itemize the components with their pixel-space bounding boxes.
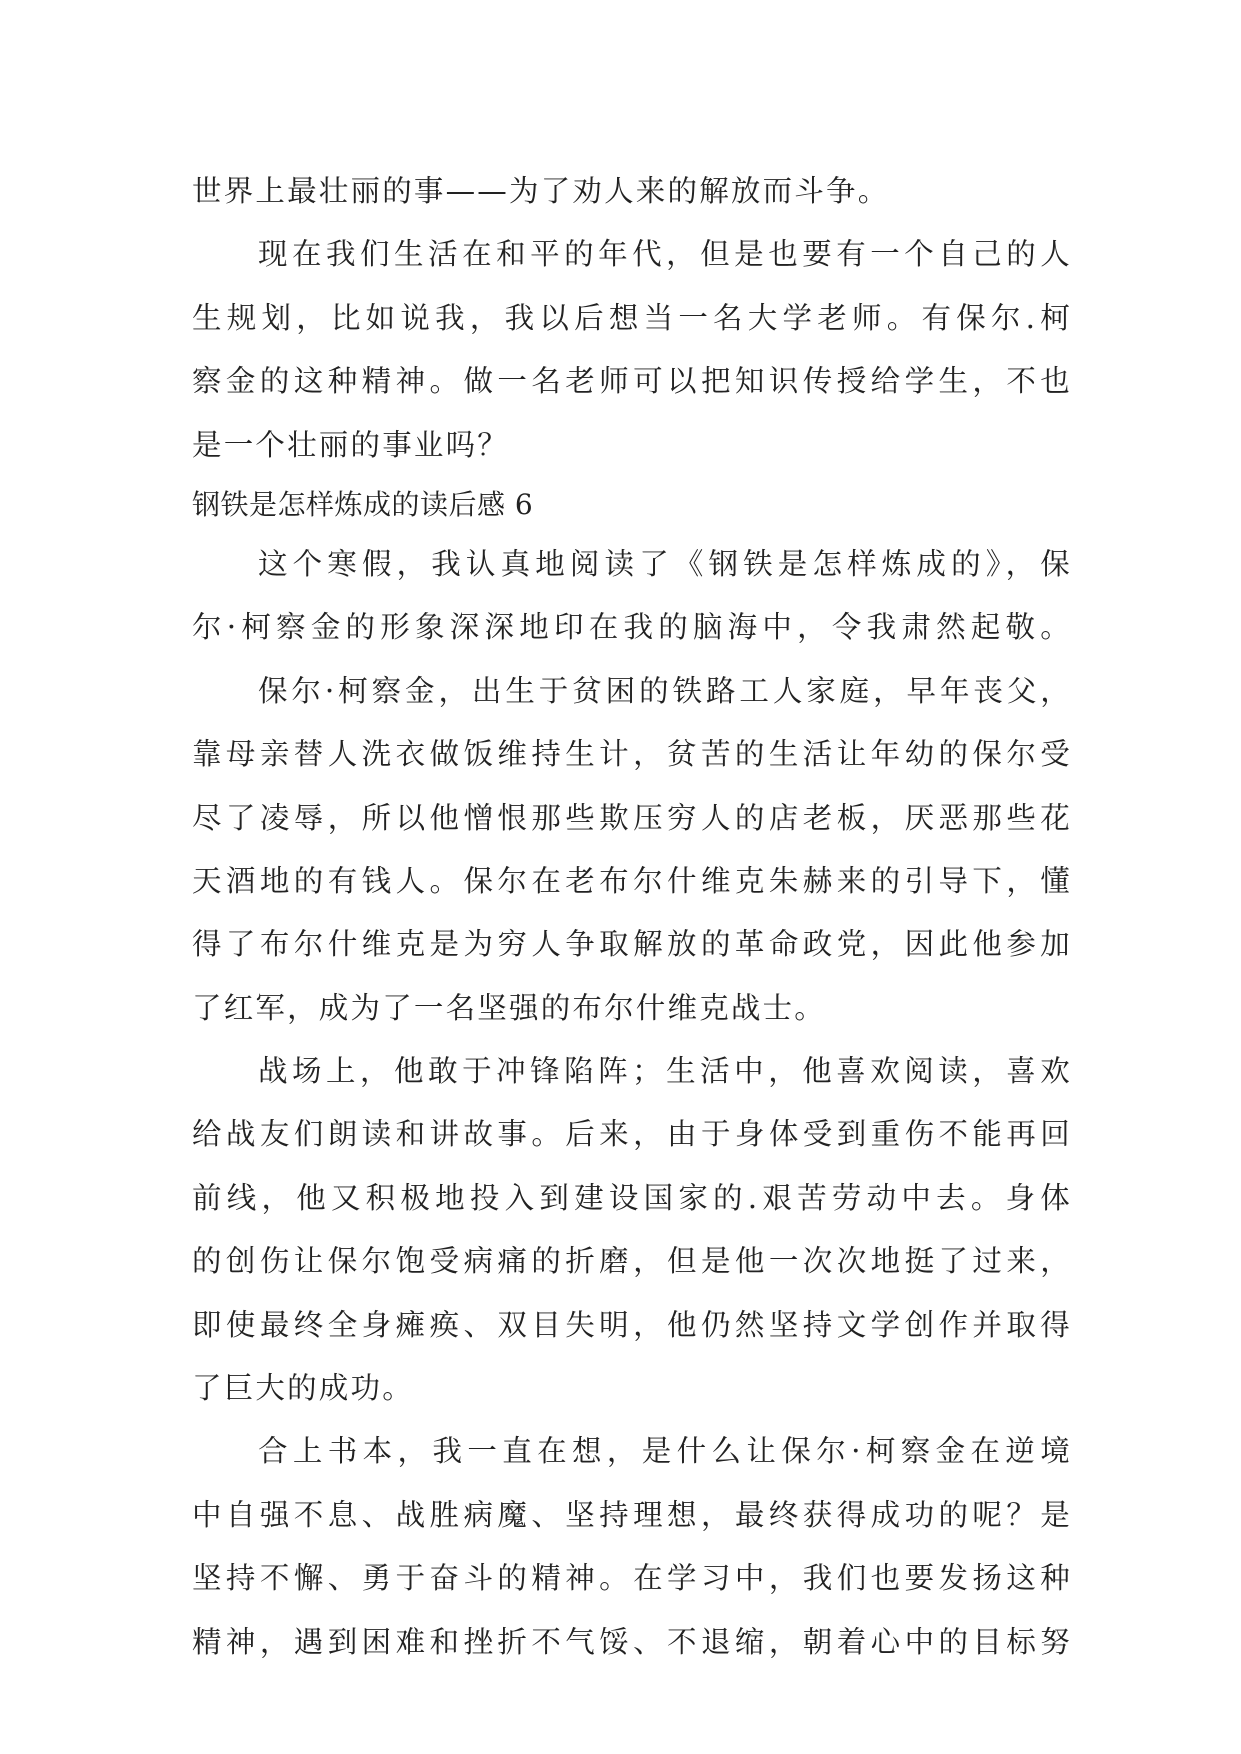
paragraph-line: 保尔·柯察金，出生于贫困的铁路工人家庭，早年丧父， xyxy=(258,673,1072,708)
paragraph-line: 了红军，成为了一名坚强的布尔什维克战士。 xyxy=(192,990,827,1025)
paragraph-line: 察金的这种精神。做一名老师可以把知识传授给学生，不也 xyxy=(192,364,1072,399)
paragraph-line: 合上书本，我一直在想，是什么让保尔·柯察金在逆境 xyxy=(258,1434,1072,1469)
paragraph-line: 了巨大的成功。 xyxy=(192,1371,414,1406)
paragraph-line: 即使最终全身瘫痪、双目失明，他仍然坚持文学创作并取得 xyxy=(192,1307,1072,1342)
paragraph-line: 的创伤让保尔饱受病痛的折磨，但是他一次次地挺了过来， xyxy=(192,1244,1072,1279)
section-heading: 钢铁是怎样炼成的读后感 6 xyxy=(192,487,534,521)
paragraph-line: 战场上，他敢于冲锋陷阵；生活中，他喜欢阅读，喜欢 xyxy=(258,1054,1072,1089)
paragraph-line: 给战友们朗读和讲故事。后来，由于身体受到重伤不能再回 xyxy=(192,1117,1072,1152)
paragraph-line: 天酒地的有钱人。保尔在老布尔什维克朱赫来的引导下，懂 xyxy=(192,863,1072,898)
paragraph-line: 尽了凌辱，所以他憎恨那些欺压穷人的店老板，厌恶那些花 xyxy=(192,800,1072,835)
paragraph-line: 世界上最壮丽的事——为了劝人来的解放而斗争。 xyxy=(192,174,890,208)
paragraph-line: 得了布尔什维克是为穷人争取解放的革命政党，因此他参加 xyxy=(192,927,1072,962)
paragraph-line: 尔·柯察金的形象深深地印在我的脑海中，令我肃然起敬。 xyxy=(192,610,1072,645)
paragraph-line: 现在我们生活在和平的年代，但是也要有一个自己的人 xyxy=(258,237,1072,272)
paragraph-line: 前线，他又积极地投入到建设国家的.艰苦劳动中去。身体 xyxy=(192,1180,1072,1215)
paragraph-line: 这个寒假，我认真地阅读了《钢铁是怎样炼成的》，保 xyxy=(258,546,1072,581)
paragraph-line: 中自强不息、战胜病魔、坚持理想，最终获得成功的呢？是 xyxy=(192,1497,1072,1532)
document-page xyxy=(192,160,1072,1674)
paragraph-line: 是一个壮丽的事业吗？ xyxy=(192,427,510,462)
paragraph-line: 精神，遇到困难和挫折不气馁、不退缩，朝着心中的目标努 xyxy=(192,1624,1072,1659)
paragraph-line: 靠母亲替人洗衣做饭维持生计，贫苦的生活让年幼的保尔受 xyxy=(192,737,1072,772)
paragraph-line: 坚持不懈、勇于奋斗的精神。在学习中，我们也要发扬这种 xyxy=(192,1561,1072,1596)
paragraph-line: 生规划，比如说我，我以后想当一名大学老师。有保尔.柯 xyxy=(192,300,1072,335)
